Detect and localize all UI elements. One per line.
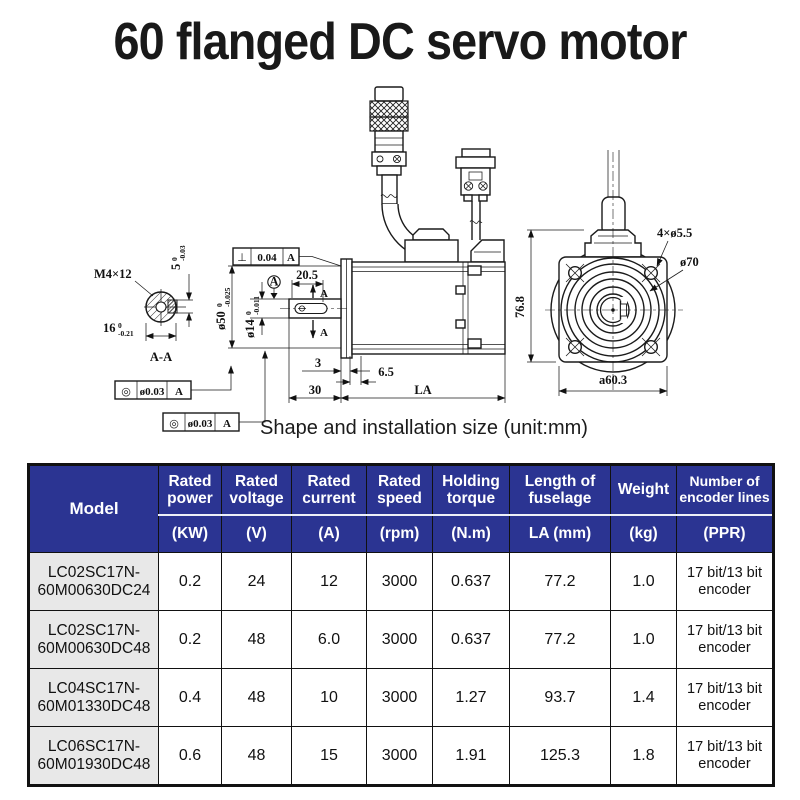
- cell-torque: 1.27: [433, 669, 510, 727]
- cell-voltage: 48: [222, 727, 292, 786]
- flat-length-dim: 20.5: [296, 268, 318, 282]
- cell-model: LC02SC17N-60M00630DC24: [29, 553, 159, 611]
- tapped-hole: [156, 302, 166, 312]
- datum-flag: [268, 275, 280, 300]
- svg-text:-0.21: -0.21: [118, 329, 134, 338]
- cell-voltage: 48: [222, 669, 292, 727]
- cell-power: 0.2: [159, 553, 222, 611]
- cell-voltage: 24: [222, 553, 292, 611]
- table-row: [29, 611, 774, 669]
- motor-body: [352, 262, 505, 354]
- cell-model: LC02SC17N-60M00630DC48: [29, 611, 159, 669]
- cell-speed: 3000: [367, 553, 433, 611]
- col-header-encoder-lines: Number of encoder lines: [677, 465, 774, 516]
- keyway-section: [168, 300, 177, 313]
- boss-length-dim: 6.5: [378, 365, 394, 379]
- unit-nm: (N.m): [433, 515, 510, 553]
- col-header-rated-power: Rated power: [159, 465, 222, 516]
- cell-torque: 0.637: [433, 553, 510, 611]
- col-header-rated-speed: Rated speed: [367, 465, 433, 516]
- section-view-aa: [94, 245, 265, 431]
- col-header-fuselage-length: Length of fuselage: [510, 465, 611, 516]
- pilot-dia-dim: [214, 287, 232, 330]
- col-header-model: Model: [29, 465, 159, 553]
- svg-text:ø50: ø50: [214, 311, 228, 330]
- cell-current: 12: [292, 553, 367, 611]
- svg-text:76.8: 76.8: [513, 296, 527, 318]
- cell-power: 0.6: [159, 727, 222, 786]
- holes-label: 4×ø5.5: [657, 226, 693, 240]
- side-view: [214, 87, 505, 403]
- cell-fuselage: 125.3: [510, 727, 611, 786]
- unit-kg: (kg): [611, 515, 677, 553]
- col-header-weight: Weight: [611, 465, 677, 516]
- cell-torque: 0.637: [433, 611, 510, 669]
- spec-table: [27, 463, 775, 787]
- unit-v: (V): [222, 515, 292, 553]
- cell-fuselage: 93.7: [510, 669, 611, 727]
- concentricity-icon: ◎: [169, 417, 179, 430]
- keyway-width-dim: [169, 245, 187, 270]
- page-title: 60 flanged DC servo motor: [113, 13, 687, 71]
- front-view: [513, 150, 699, 396]
- concentricity-icon: ◎: [121, 385, 131, 398]
- cell-encoder: 17 bit/13 bit encoder: [677, 727, 774, 786]
- cell-current: 6.0: [292, 611, 367, 669]
- square-size-dim: a60.3: [598, 373, 628, 387]
- unit-kw: (KW): [159, 515, 222, 553]
- outer-dia-label: ø70: [680, 255, 699, 269]
- unit-rpm: (rpm): [367, 515, 433, 553]
- shaft-dia-dim: [243, 296, 261, 338]
- svg-text:0: 0: [170, 257, 179, 261]
- cell-encoder: 17 bit/13 bit encoder: [677, 611, 774, 669]
- cell-fuselage: 77.2: [510, 611, 611, 669]
- fuselage-length-dim: LA: [414, 383, 432, 397]
- drawing-caption: Shape and installation size (unit:mm): [260, 417, 588, 439]
- cell-power: 0.2: [159, 611, 222, 669]
- svg-text:A: A: [269, 274, 279, 289]
- svg-text:ø0.03: ø0.03: [139, 386, 165, 398]
- svg-text:A: A: [175, 386, 183, 398]
- svg-text:0: 0: [215, 303, 224, 307]
- cell-weight: 1.0: [611, 611, 677, 669]
- cell-fuselage: 77.2: [510, 553, 611, 611]
- cable: [382, 175, 397, 204]
- cell-model: LC04SC17N-60M01330DC48: [29, 669, 159, 727]
- cell-current: 15: [292, 727, 367, 786]
- col-header-rated-current: Rated current: [292, 465, 367, 516]
- section-arrow-label: A: [320, 288, 328, 300]
- svg-text:ø0.03: ø0.03: [187, 418, 213, 430]
- unit-a: (A): [292, 515, 367, 553]
- dsub-connector: [456, 149, 495, 240]
- thread-leader-line: [135, 281, 153, 296]
- svg-text:0: 0: [244, 311, 253, 315]
- section-arrow-label: A: [320, 327, 328, 339]
- cell-power: 0.4: [159, 669, 222, 727]
- cable-gland: [471, 240, 504, 262]
- perpendicularity-fcf: [233, 248, 341, 266]
- total-height-dim: [513, 296, 527, 318]
- cell-voltage: 48: [222, 611, 292, 669]
- svg-text:-0.011: -0.011: [252, 296, 261, 315]
- cell-speed: 3000: [367, 727, 433, 786]
- svg-text:-0.03: -0.03: [178, 245, 187, 261]
- svg-text:-0.025: -0.025: [223, 287, 232, 307]
- cell-torque: 1.91: [433, 727, 510, 786]
- svg-text:0: 0: [118, 321, 122, 330]
- terminal-box-cap: [413, 229, 449, 240]
- width-dim: [103, 321, 134, 338]
- cell-encoder: 17 bit/13 bit encoder: [677, 669, 774, 727]
- svg-text:ø14: ø14: [243, 319, 257, 338]
- table-row: [29, 727, 774, 786]
- svg-text:A: A: [223, 418, 231, 430]
- perpendicularity-icon: ⊥: [237, 251, 247, 264]
- thread-label: M4×12: [94, 267, 132, 281]
- svg-text:16: 16: [103, 321, 116, 335]
- unit-la-mm: LA (mm): [510, 515, 611, 553]
- cell-weight: 1.4: [611, 669, 677, 727]
- unit-ppr: (PPR): [677, 515, 774, 553]
- table-row: [29, 553, 774, 611]
- svg-text:A: A: [287, 252, 295, 264]
- section-label: A-A: [149, 350, 173, 364]
- cell-speed: 3000: [367, 669, 433, 727]
- cell-weight: 1.0: [611, 553, 677, 611]
- cell-weight: 1.8: [611, 727, 677, 786]
- cell-model: LC06SC17N-60M01930DC48: [29, 727, 159, 786]
- shaft-length-dim: 30: [308, 383, 322, 397]
- svg-text:0.04: 0.04: [257, 252, 277, 264]
- flange-thickness-dim: 3: [314, 356, 322, 370]
- svg-text:5: 5: [169, 263, 183, 270]
- cell-speed: 3000: [367, 611, 433, 669]
- terminal-box: [405, 240, 458, 262]
- technical-drawing: [0, 85, 800, 450]
- cell-encoder: 17 bit/13 bit encoder: [677, 553, 774, 611]
- table-row: [29, 669, 774, 727]
- col-header-rated-voltage: Rated voltage: [222, 465, 292, 516]
- col-header-holding-torque: Holding torque: [433, 465, 510, 516]
- concentricity-fcf-1: [115, 366, 231, 399]
- cell-current: 10: [292, 669, 367, 727]
